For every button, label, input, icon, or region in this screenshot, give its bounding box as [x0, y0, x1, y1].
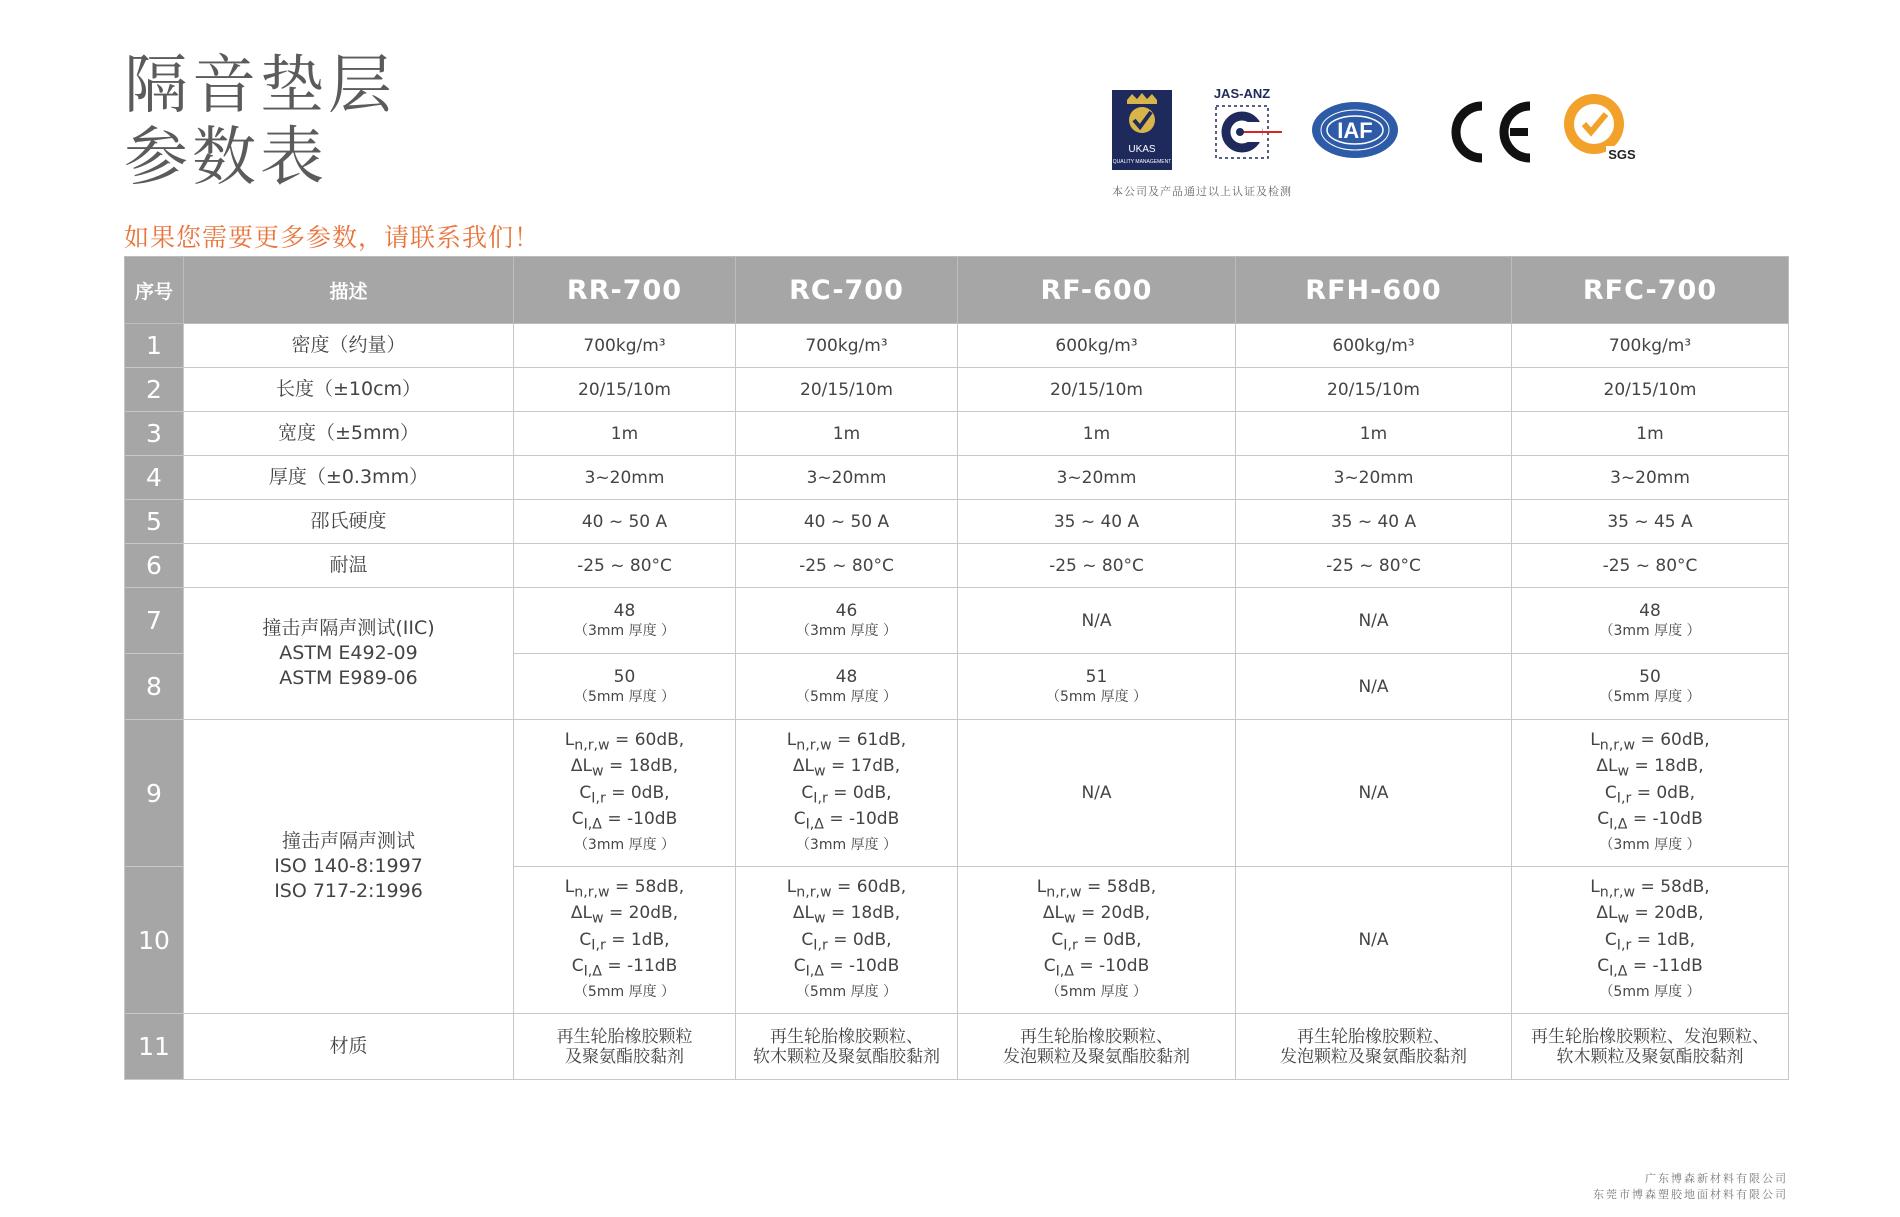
title-line-2: 参数表: [124, 121, 328, 195]
table-cell: [736, 588, 958, 654]
title-line-1: 隔音垫层: [124, 49, 396, 123]
material-line: 再生轮胎橡胶颗粒、: [770, 1026, 923, 1047]
table-cell: [514, 720, 736, 867]
material-line: 及聚氨酯胶黏剂: [565, 1046, 684, 1067]
table-cell: 20/15/10m: [514, 368, 736, 412]
lnrw-line: $L_{n,r,w} = 58dB$,: [1036, 876, 1157, 901]
row-index: 3: [125, 412, 184, 456]
row-description: 耐温: [184, 544, 514, 588]
header-description: 描述: [184, 257, 514, 324]
jas-anz-logo: [1210, 84, 1300, 174]
table-cell: 40 ~ 50 A: [514, 500, 736, 544]
ci-delta-line: $C_{I,\Delta} = -10dB$: [793, 808, 900, 833]
iic-value: 51: [1085, 666, 1108, 687]
delta-lw-line: $\Delta L_w = 20dB$,: [570, 903, 679, 927]
material-line: 再生轮胎橡胶颗粒: [556, 1026, 693, 1047]
iic-desc-line: ASTM E492-09: [279, 642, 418, 664]
acoustic-values: [787, 877, 906, 1004]
lnrw-value: 60dB,: [1660, 729, 1710, 750]
thickness-note: （5mm 厚度 ）: [573, 688, 676, 705]
table-cell: [514, 588, 736, 654]
header-product: RC-700: [736, 257, 958, 324]
table-row: [125, 1014, 1789, 1080]
ci-r-value: 0dB,: [852, 929, 892, 950]
row-description: 厚度（±0.3mm）: [184, 456, 514, 500]
table-cell: 1m: [1236, 412, 1512, 456]
ci-delta-value: -10dB: [627, 808, 678, 829]
lnrw-value: 58dB,: [1660, 876, 1710, 897]
delta-lw-line: $\Delta L_w = 20dB$,: [1596, 903, 1704, 927]
table-cell: 1m: [1512, 412, 1789, 456]
header-product: RFC-700: [1512, 257, 1789, 324]
table-cell: [1236, 654, 1512, 720]
ci-r-line: $C_{I,r} = 0dB$,: [1051, 929, 1142, 953]
row-index: 2: [125, 368, 184, 412]
table-cell: 3~20mm: [1236, 456, 1512, 500]
iic-test-description: [184, 588, 514, 720]
row-description: 材质: [184, 1014, 514, 1080]
row-description: 长度（±10cm）: [184, 368, 514, 412]
acoustic-values: [1590, 877, 1709, 1004]
table-row: [125, 368, 1789, 412]
ci-r-line: $C_{I,r} = 0dB$,: [801, 929, 892, 953]
acoustic-values: [565, 730, 684, 857]
iic-value: 46: [835, 600, 858, 621]
row-index: 4: [125, 456, 184, 500]
table-cell: 1m: [736, 412, 958, 456]
ci-r-value: 0dB,: [1656, 782, 1696, 803]
material-cell: [736, 1014, 958, 1080]
iso-desc-line: ISO 140-8:1997: [274, 855, 423, 877]
acoustic-values: [1037, 877, 1156, 1004]
table-cell: 20/15/10m: [736, 368, 958, 412]
row-index: 1: [125, 324, 184, 368]
ci-r-value: 0dB,: [1102, 929, 1142, 950]
table-row: [125, 412, 1789, 456]
table-row: [125, 456, 1789, 500]
table-cell: 3~20mm: [736, 456, 958, 500]
table-cell: [1512, 867, 1789, 1014]
company-names: [1593, 1171, 1788, 1203]
iic-value: N/A: [1358, 676, 1389, 697]
delta-lw-value: 20dB,: [628, 903, 679, 924]
iaf-logo: [1310, 100, 1400, 160]
table-cell: 700kg/m³: [1512, 324, 1789, 368]
table-row: [125, 324, 1789, 368]
iso-test-description: [184, 720, 514, 1014]
parameter-table: [124, 256, 1789, 1080]
table-cell: 3~20mm: [958, 456, 1236, 500]
iic-value: N/A: [1358, 610, 1389, 631]
delta-lw-value: 18dB,: [850, 903, 901, 924]
thickness-note: （5mm 厚度 ）: [1045, 984, 1148, 1001]
page-title: [124, 50, 396, 194]
lnrw-value: 61dB,: [856, 729, 907, 750]
table-cell: N/A: [1236, 720, 1512, 867]
ci-delta-line: $C_{I,\Delta} = -11dB$: [1597, 955, 1703, 980]
table-cell: 20/15/10m: [958, 368, 1236, 412]
table-cell: -25 ~ 80°C: [1236, 544, 1512, 588]
ci-delta-line: $C_{I,\Delta} = -11dB$: [571, 955, 678, 980]
acoustic-values: [1590, 730, 1709, 857]
delta-lw-line: $\Delta L_w = 17dB$,: [792, 756, 901, 780]
table-header-row: [125, 257, 1789, 324]
table-cell: 35 ~ 45 A: [1512, 500, 1789, 544]
row-index: 5: [125, 500, 184, 544]
table-cell: 35 ~ 40 A: [1236, 500, 1512, 544]
ukas-logo: [1112, 90, 1172, 170]
table-cell: 40 ~ 50 A: [736, 500, 958, 544]
iic-value: 48: [1639, 600, 1661, 621]
sgs-text: SGS: [1608, 147, 1636, 162]
table-cell: [958, 654, 1236, 720]
ci-delta-line: $C_{I,\Delta} = -10dB$: [793, 955, 900, 980]
table-cell: -25 ~ 80°C: [514, 544, 736, 588]
table-row: [125, 544, 1789, 588]
table-cell: 600kg/m³: [958, 324, 1236, 368]
table-cell: [1236, 588, 1512, 654]
ci-r-value: 0dB,: [630, 782, 670, 803]
lnrw-line: $L_{n,r,w} = 60dB$,: [786, 876, 907, 901]
ukas-text: UKAS: [1128, 144, 1156, 155]
table-cell: [1512, 720, 1789, 867]
delta-lw-line: $\Delta L_w = 18dB$,: [570, 756, 679, 780]
lnrw-value: 58dB,: [1106, 876, 1157, 897]
delta-lw-value: 18dB,: [1654, 756, 1704, 777]
thickness-note: （5mm 厚度 ）: [1599, 984, 1701, 1001]
table-cell: [1512, 654, 1789, 720]
iic-value: N/A: [1081, 610, 1112, 631]
table-cell: 1m: [958, 412, 1236, 456]
row-description: 密度（约量）: [184, 324, 514, 368]
material-line: 发泡颗粒及聚氨酯胶黏剂: [1003, 1046, 1190, 1067]
table-cell: 3~20mm: [1512, 456, 1789, 500]
thickness-note: （3mm 厚度 ）: [795, 622, 898, 639]
row-index: 9: [125, 720, 184, 867]
row-description: 邵氏硬度: [184, 500, 514, 544]
table-row: [125, 588, 1789, 654]
row-index: 11: [125, 1014, 184, 1080]
delta-lw-value: 18dB,: [628, 756, 679, 777]
ci-delta-value: -10dB: [1652, 808, 1703, 829]
thickness-note: （3mm 厚度 ）: [1599, 837, 1701, 854]
thickness-note: （3mm 厚度 ）: [1599, 622, 1701, 639]
table-cell: 20/15/10m: [1512, 368, 1789, 412]
ci-r-value: 1dB,: [630, 929, 670, 950]
company-name: 广东博森新材料有限公司: [1645, 1172, 1788, 1185]
header-index: 序号: [125, 257, 184, 324]
table-cell: [736, 720, 958, 867]
acoustic-values: [787, 730, 906, 857]
table-row: [125, 500, 1789, 544]
thickness-note: （5mm 厚度 ）: [1599, 688, 1701, 705]
certification-note: 本公司及产品通过以上认证及检测: [1112, 185, 1292, 198]
material-line: 再生轮胎橡胶颗粒、发泡颗粒、: [1531, 1026, 1769, 1047]
table-cell: 700kg/m³: [736, 324, 958, 368]
iic-value: 48: [613, 600, 636, 621]
jas-anz-text: JAS-ANZ: [1213, 86, 1271, 101]
ci-delta-value: -11dB: [627, 955, 678, 976]
material-line: 软木颗粒及聚氨酯胶黏剂: [1556, 1046, 1744, 1067]
table-cell: 700kg/m³: [514, 324, 736, 368]
ci-delta-value: -10dB: [849, 955, 900, 976]
header-product: RF-600: [958, 257, 1236, 324]
ci-delta-value: -10dB: [1099, 955, 1150, 976]
ci-r-line: $C_{I,r} = 1dB$,: [579, 929, 670, 953]
lnrw-line: $L_{n,r,w} = 58dB$,: [564, 876, 685, 901]
table-cell: N/A: [1236, 867, 1512, 1014]
table-cell: [736, 867, 958, 1014]
ci-r-line: $C_{I,r} = 0dB$,: [1604, 782, 1696, 806]
table-cell: [514, 654, 736, 720]
thickness-note: （5mm 厚度 ）: [573, 984, 676, 1001]
table-cell: [958, 867, 1236, 1014]
thickness-note: （5mm 厚度 ）: [795, 984, 898, 1001]
iic-desc-line: ASTM E989-06: [279, 667, 418, 689]
table-cell: 1m: [514, 412, 736, 456]
iso-desc-line: 撞击声隔声测试: [281, 830, 415, 852]
delta-lw-line: $\Delta L_w = 18dB$,: [1596, 756, 1704, 780]
contact-prompt: 如果您需要更多参数，请联系我们！: [124, 223, 541, 252]
ci-delta-line: $C_{I,\Delta} = -10dB$: [1597, 808, 1703, 833]
row-index: 6: [125, 544, 184, 588]
ci-delta-line: $C_{I,\Delta} = -10dB$: [571, 808, 678, 833]
delta-lw-value: 17dB,: [850, 756, 901, 777]
material-cell: [514, 1014, 736, 1080]
header-product: RFH-600: [1236, 257, 1512, 324]
table-row: [125, 720, 1789, 867]
iic-value: 48: [835, 666, 858, 687]
lnrw-value: 60dB,: [856, 876, 907, 897]
lnrw-value: 60dB,: [634, 729, 685, 750]
lnrw-line: $L_{n,r,w} = 61dB$,: [786, 729, 907, 754]
acoustic-values: [565, 877, 684, 1004]
row-index: 7: [125, 588, 184, 654]
delta-lw-value: 20dB,: [1100, 903, 1151, 924]
row-index: 8: [125, 654, 184, 720]
iaf-text: IAF: [1337, 118, 1373, 143]
ci-delta-value: -10dB: [849, 808, 900, 829]
iic-value: 50: [1639, 666, 1661, 687]
ci-delta-line: $C_{I,\Delta} = -10dB$: [1043, 955, 1150, 980]
ukas-small-text: QUALITY MANAGEMENT: [1112, 159, 1172, 165]
material-line: 发泡颗粒及聚氨酯胶黏剂: [1280, 1046, 1467, 1067]
delta-lw-line: $\Delta L_w = 20dB$,: [1042, 903, 1151, 927]
table-cell: -25 ~ 80°C: [1512, 544, 1789, 588]
header-product: RR-700: [514, 257, 736, 324]
table-cell: 3~20mm: [514, 456, 736, 500]
ce-mark-logo: [1444, 100, 1534, 164]
table-cell: [514, 867, 736, 1014]
lnrw-line: $L_{n,r,w} = 58dB$,: [1590, 876, 1710, 901]
material-cell: [958, 1014, 1236, 1080]
sgs-logo: [1562, 90, 1638, 162]
material-cell: [1236, 1014, 1512, 1080]
thickness-note: （3mm 厚度 ）: [573, 622, 676, 639]
company-name: 东莞市博森塑胶地面材料有限公司: [1593, 1188, 1788, 1201]
lnrw-value: 58dB,: [634, 876, 685, 897]
ci-r-value: 0dB,: [852, 782, 892, 803]
table-cell: 20/15/10m: [1236, 368, 1512, 412]
iso-desc-line: ISO 717-2:1996: [274, 880, 423, 902]
lnrw-line: $L_{n,r,w} = 60dB$,: [1590, 729, 1710, 754]
table-cell: N/A: [958, 720, 1236, 867]
ci-r-line: $C_{I,r} = 0dB$,: [579, 782, 670, 806]
table-cell: -25 ~ 80°C: [958, 544, 1236, 588]
ci-r-line: $C_{I,r} = 1dB$,: [1604, 929, 1696, 953]
row-index: 10: [125, 867, 184, 1014]
material-cell: [1512, 1014, 1789, 1080]
iic-desc-line: 撞击声隔声测试(IIC): [262, 617, 435, 639]
table-cell: -25 ~ 80°C: [736, 544, 958, 588]
table-cell: 35 ~ 40 A: [958, 500, 1236, 544]
table-cell: [1512, 588, 1789, 654]
table-cell: [958, 588, 1236, 654]
thickness-note: （3mm 厚度 ）: [795, 837, 898, 854]
thickness-note: （3mm 厚度 ）: [573, 837, 676, 854]
material-line: 软木颗粒及聚氨酯胶黏剂: [753, 1046, 940, 1067]
delta-lw-value: 20dB,: [1654, 903, 1704, 924]
iic-value: 50: [613, 666, 636, 687]
lnrw-line: $L_{n,r,w} = 60dB$,: [564, 729, 685, 754]
ci-r-value: 1dB,: [1656, 929, 1696, 950]
ci-delta-value: -11dB: [1652, 955, 1703, 976]
material-line: 再生轮胎橡胶颗粒、: [1020, 1026, 1173, 1047]
table-cell: 600kg/m³: [1236, 324, 1512, 368]
material-line: 再生轮胎橡胶颗粒、: [1297, 1026, 1450, 1047]
thickness-note: （5mm 厚度 ）: [795, 688, 898, 705]
delta-lw-line: $\Delta L_w = 18dB$,: [792, 903, 901, 927]
table-cell: [736, 654, 958, 720]
ci-r-line: $C_{I,r} = 0dB$,: [801, 782, 892, 806]
row-description: 宽度（±5mm）: [184, 412, 514, 456]
thickness-note: （5mm 厚度 ）: [1045, 688, 1148, 705]
